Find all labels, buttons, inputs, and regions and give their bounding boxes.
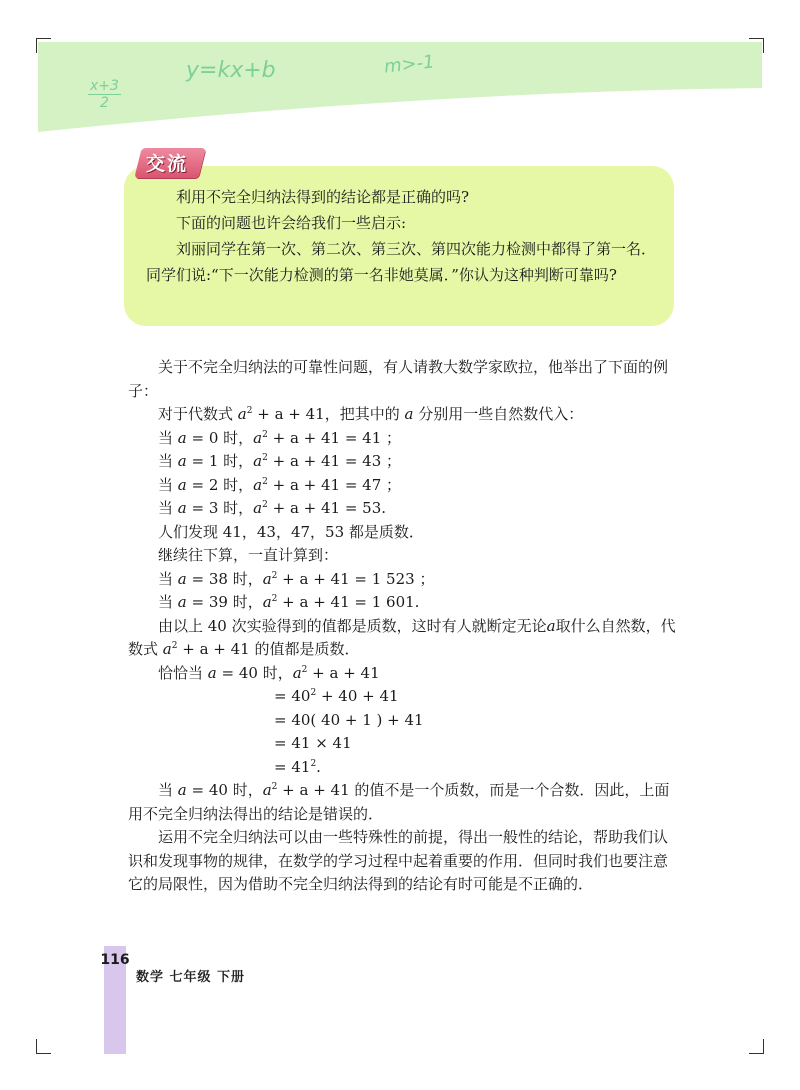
intro-paragraph: 关于不完全归纳法的可靠性问题，有人请教大数学家欧拉，他举出了下面的例子： [128, 358, 669, 400]
discussion-text [146, 184, 656, 288]
discussion-badge-label: 交流 [146, 153, 189, 175]
discussion-line: 下面的问题也许会给我们一些启示: [176, 214, 407, 232]
case-line: 当 a = 0 时，$a^2 + a + 41 = 41$ ； [158, 428, 402, 447]
case-line: 当 a = 38 时，$a^2 + a + 41 = 1$ 523 ； [158, 569, 435, 588]
handwritten-fraction: $\frac{x+3}{2}$ [90, 78, 119, 111]
final-paragraph: 运用不完全归纳法可以由一些特殊性的前提，得出一般性的结论，帮助我们认识和发现事物的规律，在数学的学习过程中起着重要的作用．但同时我们也要注意它的局限性，因为借助不完全归纳法得到的结论有时可能是不正确的． [128, 828, 669, 893]
result-paragraph: 当 a = 40 时，$a^2 + a + 41$ 的值不是一个质数，而是一个合数．因此，上面用不完全归纳法得出的结论是错误的． [128, 781, 670, 823]
handwritten-inequality: m>-1 [383, 51, 436, 78]
handwritten-equation: y=kx+b [186, 58, 276, 83]
case-line: 当 a = 1 时，$a^2 + a + 41 = 43$ ； [158, 452, 402, 470]
crop-mark-bottom-left [36, 1039, 51, 1054]
counterexample-line: 恰恰当 a = 40 时，$a^2 + a + 41$ [158, 663, 380, 682]
crop-mark-bottom-right [749, 1039, 764, 1054]
calc-step: = $41^2$. [274, 757, 321, 776]
expression-intro: 对于代数式 $a^2 + a + 41$，把其中的 a 分别用一些自然数代入： [158, 405, 584, 423]
continue-line: 继续往下算，一直计算到： [158, 546, 339, 564]
main-text [128, 356, 676, 897]
header-banner [0, 0, 800, 140]
conclusion-paragraph: 由以上 40 次实验得到的值都是质数，这时有人就断定无论a取什么自然数，代数式 $a^2 + a + 41$ 的值都是质数． [128, 616, 676, 658]
case-line: 当 a = 2 时，$a^2 + a + 41 = 47$ ； [158, 475, 402, 494]
discussion-line: 刘丽同学在第一次、第二次、第三次、第四次能力检测中都得了第一名．同学们说:“下一次能力检测的第一名非她莫属．”你认为这种判断可靠吗? [146, 240, 657, 284]
calc-step: = 40( 40 + 1 ) + 41 [274, 710, 424, 729]
calc-step: = 41 × 41 [274, 734, 352, 752]
discussion-line: 利用不完全归纳法得到的结论都是正确的吗? [176, 188, 470, 206]
case-line: 当 a = 3 时，$a^2 + a + 41 = 53$. [158, 499, 387, 517]
calc-step: = $40^2 + 40 + 41$ [274, 687, 399, 705]
primes-line: 人们发现 41，43，47，53 都是质数． [158, 522, 424, 541]
case-line: 当 a = 39 时，$a^2 + a + 41 = 1$ 601. [158, 593, 420, 611]
book-title: 数学 七年级 下册 [136, 970, 246, 985]
page-number: 116 [100, 952, 130, 968]
